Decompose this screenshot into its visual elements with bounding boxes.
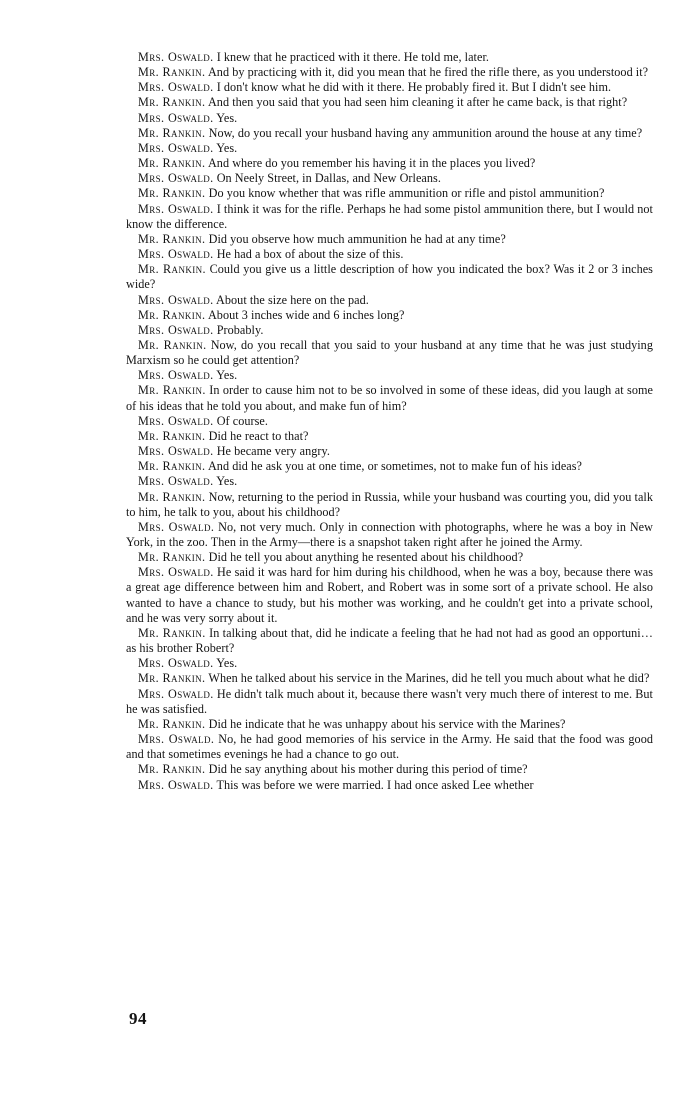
- spoken-text: And by practicing with it, did you mean that he fired the rifle there, as you understood it?: [207, 65, 649, 80]
- speaker-name: Mrs. Oswald.: [138, 444, 214, 459]
- transcript-paragraph: [126, 383, 653, 413]
- transcript-paragraph: [126, 323, 653, 338]
- transcript-paragraph: [126, 293, 653, 308]
- speaker-name: Mrs. Oswald.: [138, 110, 214, 125]
- speaker-name: Mrs. Oswald.: [138, 247, 214, 262]
- spoken-text: He had a box of about the size of this.: [216, 247, 404, 262]
- transcript-paragraph: [126, 444, 653, 459]
- spoken-text: Now, returning to the period in Russia, while your husband was courting you, did you talk to him, he talk to you, about his childhood?: [126, 489, 654, 519]
- speaker-name: Mr. Rankin.: [138, 625, 206, 640]
- speaker-name: Mr. Rankin.: [138, 489, 206, 504]
- speaker-name: Mrs. Oswald.: [138, 565, 214, 580]
- transcript-paragraph: [126, 368, 653, 383]
- speaker-name: Mrs. Oswald.: [138, 413, 214, 428]
- spoken-text: Could you give us a little description of how you indicated the box? Was it 2 or 3 inches wide?: [126, 262, 653, 292]
- page-number: 94: [129, 1009, 147, 1028]
- speaker-name: Mr. Rankin.: [138, 550, 206, 565]
- spoken-text: Did he say anything about his mother during this period of time?: [208, 762, 528, 777]
- transcript-paragraph: [126, 156, 653, 171]
- transcript-paragraph: [126, 656, 653, 671]
- spoken-text: He became very angry.: [216, 444, 330, 459]
- speaker-name: Mrs. Oswald.: [138, 732, 215, 747]
- transcript-paragraph: [126, 732, 653, 762]
- transcript-paragraph: [126, 80, 653, 95]
- spoken-text: And where do you remember his having it in the places you lived?: [207, 156, 536, 171]
- speaker-name: Mr. Rankin.: [138, 762, 206, 777]
- speaker-name: Mr. Rankin.: [138, 95, 206, 110]
- speaker-name: Mrs. Oswald.: [138, 80, 214, 95]
- spoken-text: When he talked about his service in the Marines, did he tell you much about what he did?: [208, 671, 650, 686]
- transcript-paragraph: [126, 626, 653, 656]
- transcript-paragraph: [126, 429, 653, 444]
- spoken-text: Yes.: [216, 368, 238, 383]
- transcript-paragraph: [126, 762, 653, 777]
- speaker-name: Mrs. Oswald.: [138, 777, 214, 792]
- speaker-name: Mr. Rankin.: [138, 459, 206, 474]
- transcript-paragraph: [126, 186, 653, 201]
- speaker-name: Mrs. Oswald.: [138, 322, 214, 337]
- spoken-text: Of course.: [216, 413, 268, 428]
- spoken-text: No, he had good memories of his service in the Army. He said that the food was good and that sometimes evenings he had a chance to go out.: [126, 732, 653, 762]
- spoken-text: He said it was hard for him during his childhood, when he was a boy, because there was a great age difference between him and Robert, and Robert was in some sort of a private school. He also wanted to have a chance to study, but his mother was working, and he couldn't get into a private school, and he was very sorry about it.: [126, 565, 653, 625]
- speaker-name: Mrs. Oswald.: [138, 201, 214, 216]
- transcript-paragraph: [126, 65, 653, 80]
- speaker-name: Mrs. Oswald.: [138, 292, 214, 307]
- transcript-paragraph: [126, 414, 653, 429]
- spoken-text: Now, do you recall that you said to your husband at any time that he was just studying Marxism so he could get attention?: [126, 337, 653, 368]
- spoken-text: I think it was for the rifle. Perhaps he had some pistol ammunition there, but I would not know the difference.: [126, 201, 653, 231]
- speaker-name: Mr. Rankin.: [138, 307, 206, 322]
- spoken-text: Now, do you recall your husband having any ammunition around the house at any time?: [208, 125, 643, 140]
- spoken-text: This was before we were married. I had once asked Lee whether: [216, 777, 534, 792]
- speaker-name: Mrs. Oswald.: [138, 50, 214, 64]
- spoken-text: And then you said that you had seen him cleaning it after he came back, is that right?: [207, 95, 628, 110]
- transcript-paragraph: [126, 202, 653, 232]
- spoken-text: On Neely Street, in Dallas, and New Orleans.: [216, 171, 441, 186]
- spoken-text: Yes.: [216, 140, 238, 155]
- speaker-name: Mrs. Oswald.: [138, 140, 214, 155]
- spoken-text: About 3 inches wide and 6 inches long?: [207, 307, 405, 322]
- speaker-name: Mr. Rankin.: [138, 671, 206, 686]
- spoken-text: Did he indicate that he was unhappy about his service with the Marines?: [208, 716, 566, 731]
- speaker-name: Mrs. Oswald.: [138, 686, 214, 701]
- transcript-paragraph: [126, 671, 653, 686]
- testimony-body: [126, 50, 653, 793]
- spoken-text: Did you observe how much ammunition he had at any time?: [208, 231, 506, 246]
- speaker-name: Mr. Rankin.: [138, 65, 206, 80]
- speaker-name: Mrs. Oswald.: [138, 474, 214, 489]
- speaker-name: Mrs. Oswald.: [138, 171, 214, 186]
- transcript-paragraph: [126, 171, 653, 186]
- spoken-text: Did he tell you about anything he resented about his childhood?: [208, 550, 524, 565]
- transcript-paragraph: [126, 95, 653, 110]
- transcript-paragraph: [126, 141, 653, 156]
- transcript-paragraph: [126, 687, 653, 717]
- transcript-paragraph: [126, 490, 653, 520]
- spoken-text: I knew that he practiced with it there. He told me, later.: [216, 50, 489, 64]
- speaker-name: Mr. Rankin.: [138, 716, 206, 731]
- transcript-paragraph: [126, 717, 653, 732]
- speaker-name: Mr. Rankin.: [138, 125, 206, 140]
- spoken-text: In order to cause him not to be so involved in some of these ideas, did you laugh at some of his ideas that he told you about, and make fun of him?: [126, 383, 653, 413]
- transcript-paragraph: [126, 50, 653, 65]
- spoken-text: Yes.: [216, 110, 238, 125]
- speaker-name: Mr. Rankin.: [138, 186, 206, 201]
- speaker-name: Mr. Rankin.: [138, 156, 206, 171]
- spoken-text: In talking about that, did he indicate a feeling that he had not had as good an opportuni… as his brother Robert?: [126, 625, 653, 656]
- speaker-name: Mr. Rankin.: [138, 428, 206, 443]
- transcript-paragraph: [126, 778, 653, 793]
- speaker-name: Mrs. Oswald.: [138, 368, 214, 383]
- spoken-text: Probably.: [216, 322, 264, 337]
- spoken-text: No, not very much. Only in connection with photographs, where he was a boy in New York, in the zoo. Then in the Army—there is a snapshot taken right after he joined the Army.: [126, 519, 653, 549]
- speaker-name: Mr. Rankin.: [138, 337, 207, 352]
- transcript-paragraph: [126, 520, 653, 550]
- speaker-name: Mr. Rankin.: [138, 383, 206, 398]
- spoken-text: Yes.: [216, 474, 238, 489]
- transcript-paragraph: [126, 459, 653, 474]
- transcript-paragraph: [126, 247, 653, 262]
- speaker-name: Mrs. Oswald.: [138, 656, 214, 671]
- transcript-paragraph: [126, 338, 653, 368]
- spoken-text: And did he ask you at one time, or sometimes, not to make fun of his ideas?: [207, 459, 582, 474]
- transcript-paragraph: [126, 550, 653, 565]
- spoken-text: Did he react to that?: [208, 428, 309, 443]
- transcript-paragraph: [126, 565, 653, 626]
- spoken-text: Yes.: [216, 656, 238, 671]
- spoken-text: About the size here on the pad.: [216, 292, 369, 307]
- spoken-text: Do you know whether that was rifle ammunition or rifle and pistol ammunition?: [208, 186, 605, 201]
- transcript-paragraph: [126, 126, 653, 141]
- transcript-paragraph: [126, 232, 653, 247]
- transcript-paragraph: [126, 308, 653, 323]
- spoken-text: He didn't talk much about it, because there wasn't very much there of interest to me. But he was satisfied.: [126, 686, 653, 716]
- speaker-name: Mrs. Oswald.: [138, 519, 215, 534]
- speaker-name: Mr. Rankin.: [138, 262, 206, 277]
- transcript-paragraph: [126, 262, 653, 292]
- transcript-paragraph: [126, 111, 653, 126]
- transcript-paragraph: [126, 474, 653, 489]
- spoken-text: I don't know what he did with it there. He probably fired it. But I didn't see him.: [216, 80, 612, 95]
- speaker-name: Mr. Rankin.: [138, 231, 206, 246]
